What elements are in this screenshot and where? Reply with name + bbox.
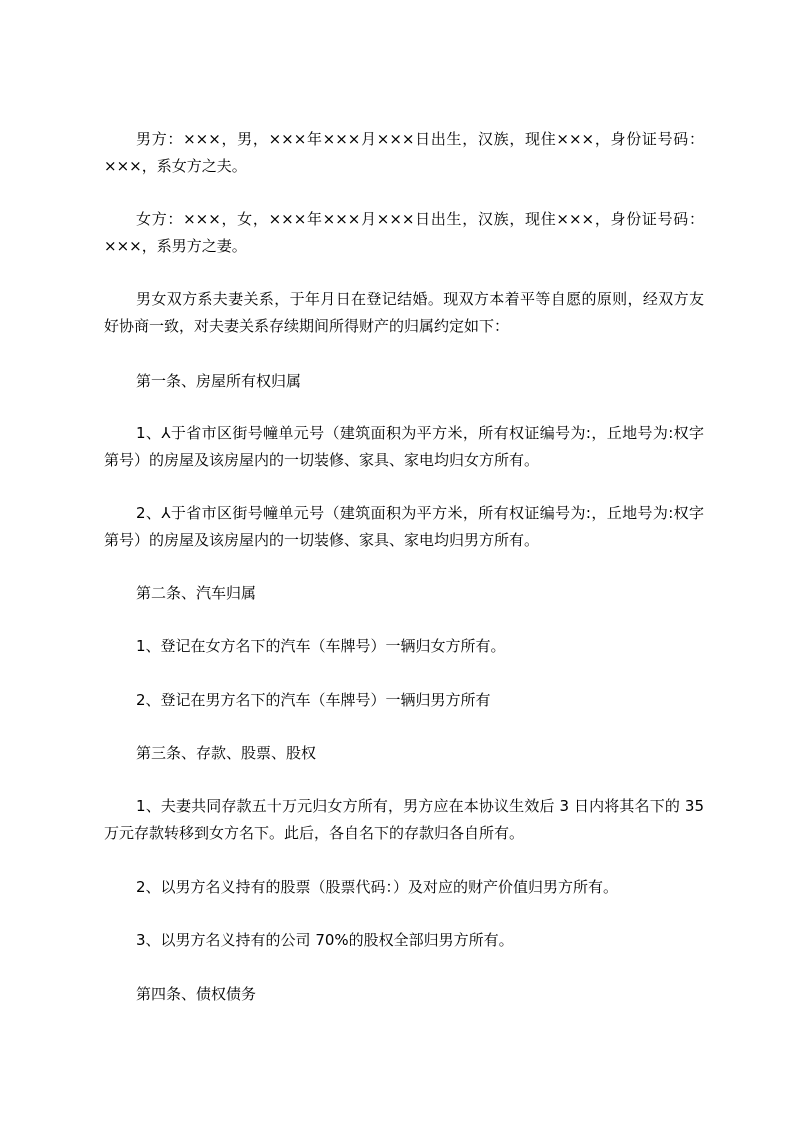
article-1-item-1: 1、⅄于省市区街号幢单元号（建筑面积为平方米，所有权证编号为:，丘地号为:权字第号）的房屋及该房屋内的一切装修、家具、家电均归女方所有。: [104, 424, 704, 469]
article-2-title: 第二条、汽车归属: [136, 584, 257, 602]
article-3-item-3: 3、以男方名义持有的公司 70%的股权全部归男方所有。: [136, 931, 514, 949]
article-3-item-2: 2、以男方名义持有的股票（股票代码：）及对应的财产价值归男方所有。: [136, 878, 619, 896]
article-2-item-1: 1、登记在女方名下的汽车（车牌号）一辆归女方所有。: [136, 637, 506, 655]
article-4-title: 第四条、债权债务: [136, 985, 257, 1003]
article-2-item-2: 2、登记在男方名下的汽车（车牌号）一辆归男方所有: [136, 691, 491, 709]
wife-paragraph: 女方：×××，女，×××年×××月×××日出生，汉族，现住×××，身份证号码：×××，系男方之妻。: [104, 210, 704, 255]
article-3-item-1: 1、夫妻共同存款五十万元归女方所有，男方应在本协议生效后 3 日内将其名下的 35 万元存款转移到女方名下。此后，各自名下的存款归各自所有。: [104, 797, 704, 842]
intro-paragraph: 男女双方系夫妻关系，于年月日在登记结婚。现双方本着平等自愿的原则，经双方友好协商一致，对夫妻关系存续期间所得财产的归属约定如下：: [104, 290, 704, 335]
article-3-title: 第三条、存款、股票、股权: [136, 744, 317, 762]
article-1-item-2: 2、⅄于省市区街号幢单元号（建筑面积为平方米，所有权证编号为:，丘地号为:权字第号）的房屋及该房屋内的一切装修、家具、家电均归男方所有。: [104, 504, 704, 549]
husband-paragraph: 男方：×××，男，×××年×××月×××日出生，汉族，现住×××，身份证号码：×××，系女方之夫。: [104, 130, 704, 175]
article-1-title: 第一条、房屋所有权归属: [136, 372, 302, 390]
